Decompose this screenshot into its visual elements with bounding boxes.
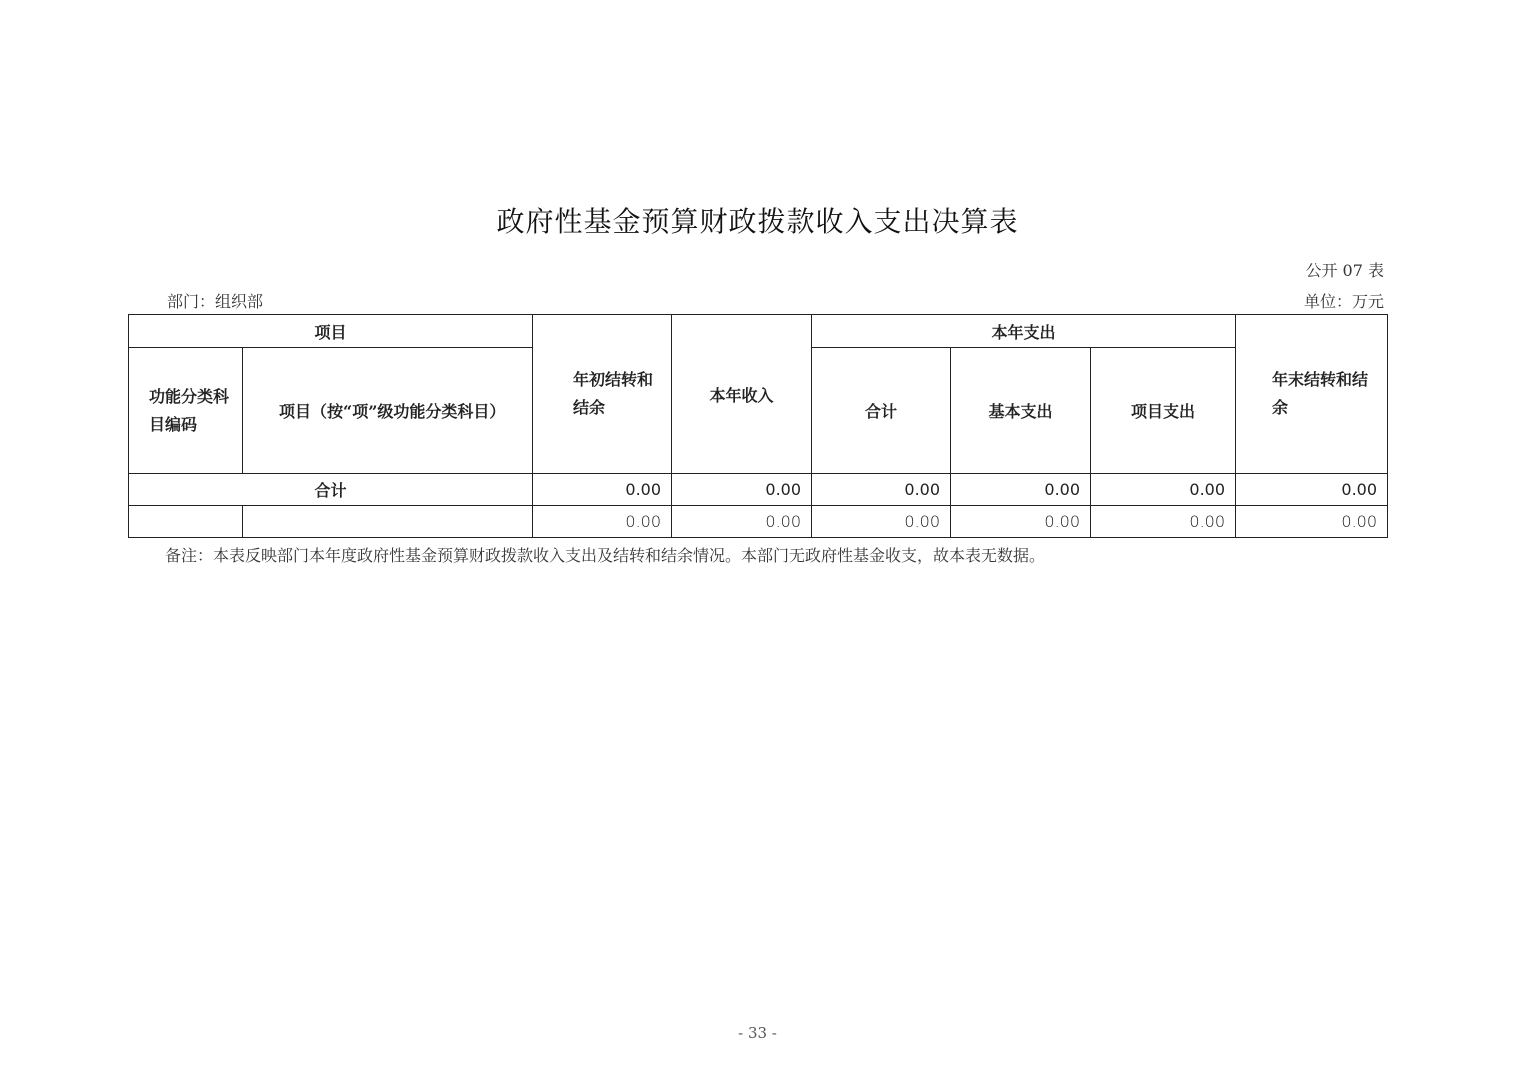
header-exp-project: 项目支出	[1091, 348, 1236, 474]
department-label: 部门：组织部	[167, 292, 264, 311]
header-item-name: 项目（按“项”级功能分类科目）	[243, 348, 533, 474]
row-item-name	[243, 506, 533, 538]
budget-table	[128, 314, 1388, 538]
total-begin-balance: 0.00	[533, 474, 672, 506]
header-begin-balance: 年初结转和结余	[533, 315, 672, 474]
total-end-balance: 0.00	[1236, 474, 1388, 506]
unit-label: 单位：万元	[1303, 292, 1384, 311]
total-exp-basic: 0.00	[951, 474, 1091, 506]
total-exp-total: 0.00	[812, 474, 951, 506]
header-expenditure: 本年支出	[812, 315, 1236, 348]
total-exp-project: 0.00	[1091, 474, 1236, 506]
header-exp-basic: 基本支出	[951, 348, 1091, 474]
header-project: 项目	[129, 315, 533, 348]
page-title: 政府性基金预算财政拨款收入支出决算表	[496, 205, 1019, 238]
row-exp-project: 0.00	[1091, 506, 1236, 538]
form-code: 公开 07 表	[1305, 261, 1384, 280]
row-exp-total: 0.00	[812, 506, 951, 538]
row-end-balance: 0.00	[1236, 506, 1388, 538]
row-begin-balance: 0.00	[533, 506, 672, 538]
header-func-code: 功能分类科目编码	[129, 348, 243, 474]
table-note: 备注：本表反映部门本年度政府性基金预算财政拨款收入支出及结转和结余情况。本部门无政府性基金收支，故本表无数据。	[165, 546, 1046, 565]
header-income: 本年收入	[672, 315, 812, 474]
header-end-balance: 年末结转和结余	[1236, 315, 1388, 474]
table-row	[129, 506, 1388, 538]
total-income: 0.00	[672, 474, 812, 506]
page-number: - 33 -	[738, 1024, 777, 1042]
row-func-code	[129, 506, 243, 538]
row-exp-basic: 0.00	[951, 506, 1091, 538]
header-exp-total: 合计	[812, 348, 951, 474]
total-label: 合计	[129, 474, 533, 506]
row-income: 0.00	[672, 506, 812, 538]
table-row-total	[129, 474, 1388, 506]
